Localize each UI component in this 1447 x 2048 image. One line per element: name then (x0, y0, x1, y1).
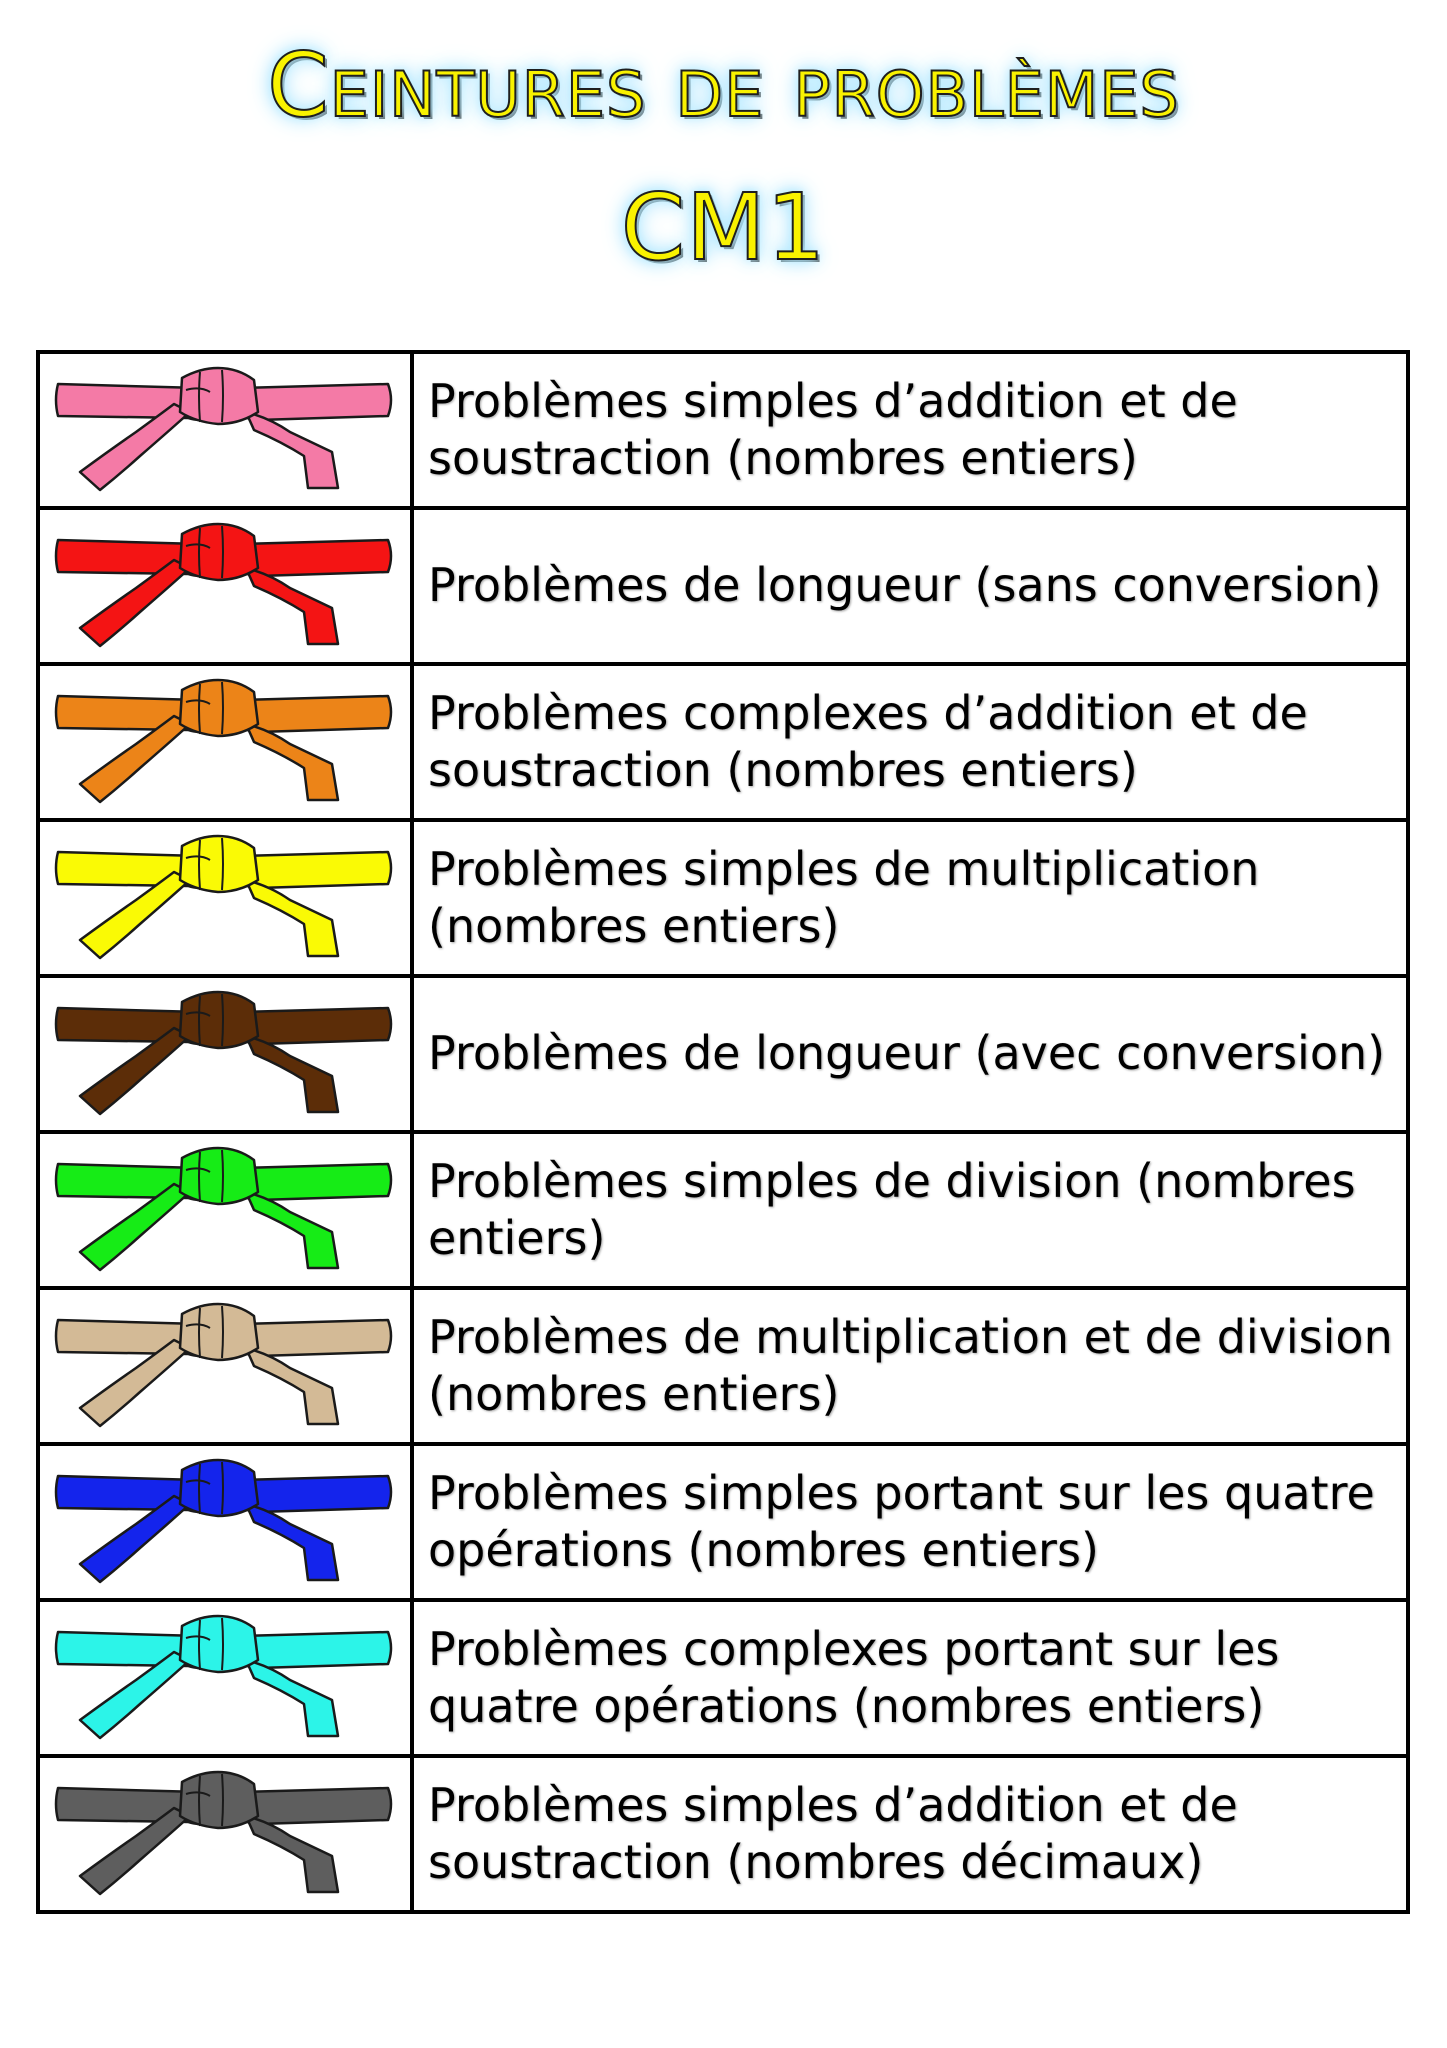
belt-row (38, 352, 1408, 508)
belt-icon-cell (38, 1288, 412, 1444)
brown-belt-icon (50, 984, 400, 1124)
page-title (0, 20, 1447, 281)
belt-table (36, 350, 1410, 1914)
belt-description: Problèmes simples d’addition et de soustraction (nombres entiers) (412, 352, 1408, 508)
belt-icon-cell (38, 1600, 412, 1756)
beige-belt-icon (50, 1296, 400, 1436)
belt-icon-cell (38, 664, 412, 820)
belt-icon-cell (38, 352, 412, 508)
belt-icon-cell (38, 1756, 412, 1912)
belt-row (38, 976, 1408, 1132)
pink-belt-icon (50, 360, 400, 500)
title-main: Ceintures de problèmes (267, 34, 1180, 137)
turquoise-belt-icon (50, 1608, 400, 1748)
title-sub: CM1 (620, 174, 827, 281)
belt-row (38, 1600, 1408, 1756)
belt-description: Problèmes de longueur (sans conversion) (412, 508, 1408, 664)
belt-row (38, 1132, 1408, 1288)
belt-description: Problèmes de longueur (avec conversion) (412, 976, 1408, 1132)
red-belt-icon (50, 516, 400, 656)
belt-description: Problèmes simples portant sur les quatre opérations (nombres entiers) (412, 1444, 1408, 1600)
belt-icon-cell (38, 976, 412, 1132)
belt-row (38, 508, 1408, 664)
belt-row (38, 664, 1408, 820)
belt-icon-cell (38, 508, 412, 664)
green-belt-icon (50, 1140, 400, 1280)
belt-row (38, 1756, 1408, 1912)
blue-belt-icon (50, 1452, 400, 1592)
belt-icon-cell (38, 1132, 412, 1288)
belt-description: Problèmes complexes portant sur les quatre opérations (nombres entiers) (412, 1600, 1408, 1756)
belt-description: Problèmes simples de division (nombres entiers) (412, 1132, 1408, 1288)
belt-description: Problèmes complexes d’addition et de soustraction (nombres entiers) (412, 664, 1408, 820)
yellow-belt-icon (50, 828, 400, 968)
belt-row (38, 1288, 1408, 1444)
belt-icon-cell (38, 1444, 412, 1600)
gray-belt-icon (50, 1764, 400, 1904)
belt-description: Problèmes simples d’addition et de soustraction (nombres décimaux) (412, 1756, 1408, 1912)
orange-belt-icon (50, 672, 400, 812)
belt-icon-cell (38, 820, 412, 976)
belt-row (38, 1444, 1408, 1600)
belt-row (38, 820, 1408, 976)
belt-description: Problèmes de multiplication et de division (nombres entiers) (412, 1288, 1408, 1444)
belt-description: Problèmes simples de multiplication (nombres entiers) (412, 820, 1408, 976)
